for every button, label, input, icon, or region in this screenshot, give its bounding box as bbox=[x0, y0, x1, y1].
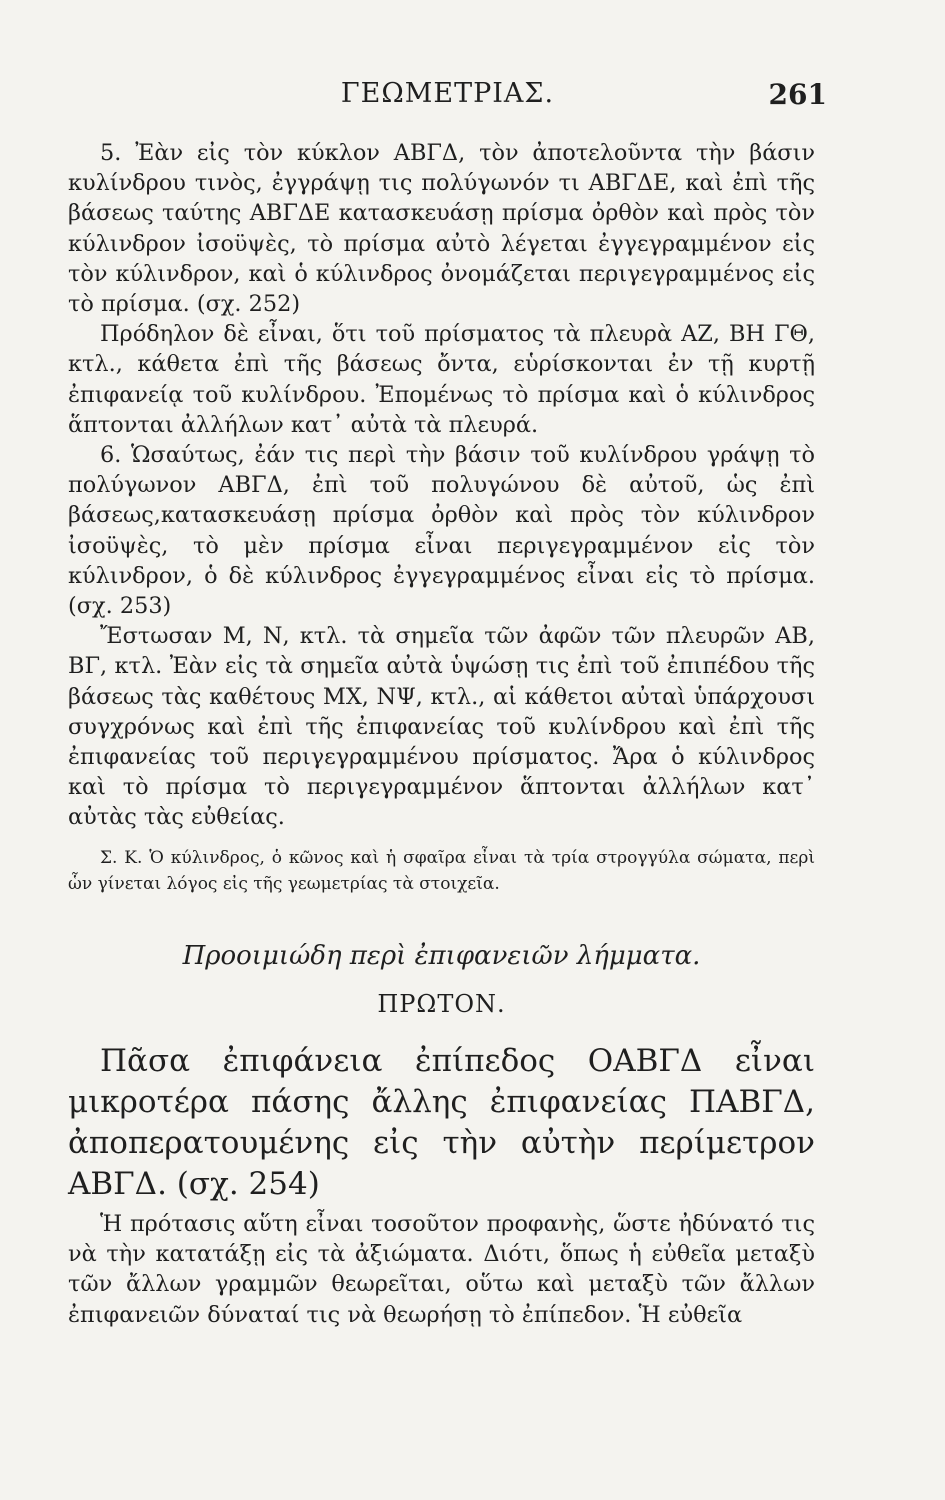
running-head bbox=[68, 78, 827, 118]
proposition-statement: Πᾶσα ἐπιφάνεια ἐπίπεδος ΟΑΒΓΔ εἶναι μικροτέρα πάσης ἄλλης ἐπιφανείας ΠΑΒΓΔ, ἀποπερατουμένης εἰς τὴν αὐτὴν περίμετρον ΑΒΓΔ. (σχ. 254) bbox=[68, 1043, 815, 1203]
paragraph-5-continued: Πρόδηλον δὲ εἶναι, ὅτι τοῦ πρίσματος τὰ πλευρὰ ΑΖ, ΒΗ ΓΘ, κτλ., κάθετα ἐπὶ τῆς βάσεως ὄντα, εὑρίσκονται ἐν τῇ κυρτῇ ἐπιφανείᾳ τοῦ κυλίνδρου. Ἐπομένως τὸ πρίσμα καὶ ὁ κύλινδρος ἅπτονται ἀλλήλων κατ᾽ αὐτὰ τὰ πλευρά. bbox=[68, 321, 815, 438]
translator-note: Σ. Κ. Ὁ κύλινδρος, ὁ κῶνος καὶ ἡ σφαῖρα εἶναι τὰ τρία στρογγύλα σώματα, περὶ ὧν γίνεται λόγος εἰς τῆς γεωμετρίας τὰ στοιχεῖα. bbox=[68, 847, 815, 894]
page-number: 261 bbox=[768, 78, 827, 111]
paragraph-5: 5. Ἐὰν εἰς τὸν κύκλον ΑΒΓΔ, τὸν ἀποτελοῦντα τὴν βάσιν κυλίνδρου τινὸς, ἐγγράψῃ τις πολύγωνόν τι ΑΒΓΔΕ, καὶ ἐπὶ τῆς βάσεως ταύτης ΑΒΓΔΕ κατασκευάσῃ πρίσμα ὀρθὸν καὶ πρὸς τὸν κύλινδρον ἰσοϋψὲς, τὸ πρίσμα αὐτὸ λέγεται ἐγγεγραμμένον εἰς τὸν κύλινδρον, καὶ ὁ κύλινδρος ὀνομάζεται περιγεγραμμένος εἰς τὸ πρίσμα. (σχ. 252) bbox=[68, 140, 815, 318]
running-title: ΓΕΩΜΕΤΡΙΑΣ. bbox=[340, 78, 555, 109]
page-body bbox=[68, 138, 815, 1330]
proposition-commentary: Ἡ πρότασις αὕτη εἶναι τοσοῦτον προφανὴς, ὥστε ἠδύνατό τις νὰ τὴν κατατάξῃ εἰς τὰ ἀξιώματα. Διότι, ὅπως ἡ εὐθεῖα μεταξὺ τῶν ἄλλων γραμμῶν θεωρεῖται, οὕτω καὶ μεταξὺ τῶν ἄλλων ἐπιφανειῶν δύναταί τις νὰ θεωρήσῃ τὸ ἐπίπεδον. Ἡ εὐθεῖα bbox=[68, 1211, 815, 1328]
paragraph-6: 6. Ὡσαύτως, ἐάν τις περὶ τὴν βάσιν τοῦ κυλίνδρου γράψῃ τὸ πολύγωνον ΑΒΓΔ, ἐπὶ τοῦ πολυγώνου δὲ αὐτοῦ, ὡς ἐπὶ βάσεως,κατασκευάσῃ πρίσμα ὀρθὸν καὶ πρὸς τὸν κύλινδρον ἰσοϋψὲς, τὸ μὲν πρίσμα εἶναι περιγεγραμμένον εἰς τὸν κύλινδρον, ὁ δὲ κύλινδρος ἐγγεγραμμένος εἶναι εἰς τὸ πρίσμα. (σχ. 253) bbox=[68, 442, 815, 620]
section-title: Προοιμιώδη περὶ ἐπιφανειῶν λήμματα. bbox=[182, 940, 701, 971]
paragraph-6-continued: Ἔστωσαν Μ, Ν, κτλ. τὰ σημεῖα τῶν ἀφῶν τῶν πλευρῶν ΑΒ, ΒΓ, κτλ. Ἐὰν εἰς τὰ σημεῖα αὐτὰ ὑψώσῃ τις ἐπὶ τοῦ ἐπιπέδου τῆς βάσεως τὰς καθέτους ΜΧ, ΝΨ, κτλ., αἱ κάθετοι αὐταὶ ὑπάρχουσι συγχρόνως καὶ ἐπὶ τῆς ἐπιφανείας τοῦ κυλίνδρου καὶ ἐπὶ τῆς ἐπιφανείας τοῦ περιγεγραμμένου πρίσματος. Ἄρα ὁ κύλινδρος καὶ τὸ πρίσμα τὸ περιγεγραμμένον ἅπτονται ἀλλήλων κατ᾽ αὐτὰς τὰς εὐθείας. bbox=[68, 623, 815, 831]
section-subheading: ΠΡΩΤΟΝ. bbox=[377, 989, 506, 1018]
